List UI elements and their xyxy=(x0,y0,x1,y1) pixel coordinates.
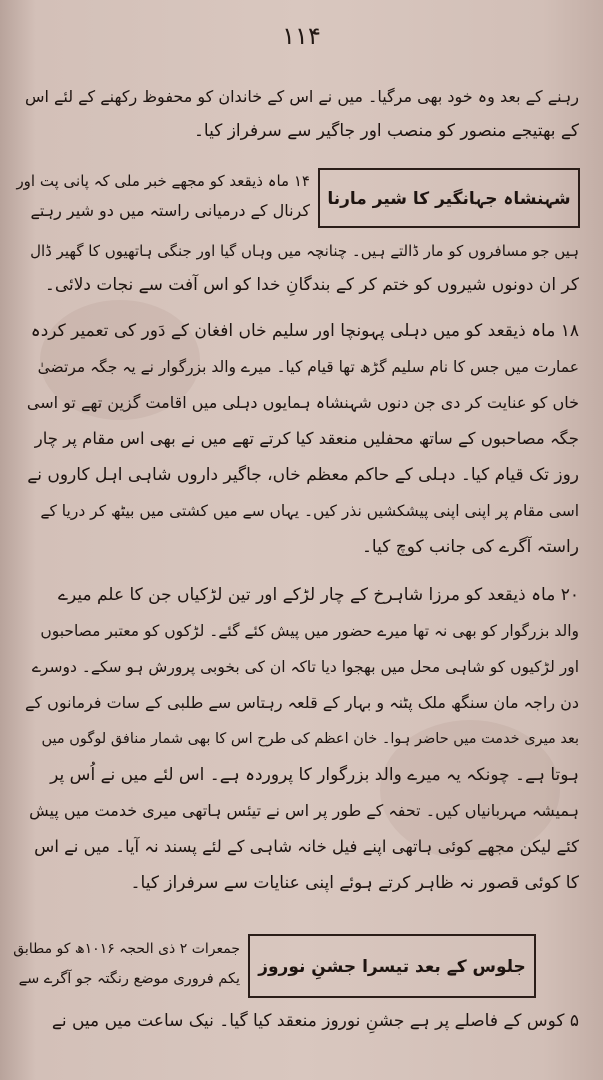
text-line: بعد میری خدمت میں حاضر ہوا۔ خان اعظم کی طرح اس کا بھی شمار منافق لوگوں میں xyxy=(41,731,579,747)
text-line: اسی مقام پر اپنی اپنی پیشکشیں نذر کیں۔ یہاں سے میں کشتی میں بیٹھ کر دریا کے xyxy=(40,502,579,520)
text-line: جگہ مصاحبوں کے ساتھ محفلیں منعقد کیا کرتے تھے میں نے بھی اس مقام پر چار xyxy=(34,429,579,448)
text-line: اور لڑکیوں کو شاہی محل میں بھجوا دیا تاکہ ان کی بخوبی پرورش ہو سکے۔ دوسرے xyxy=(31,658,579,676)
text-line: دن راجہ مان سنگھ ملک پٹنہ و بہار کے قلعہ رہتاس سے طلبی کے سات فرمانوں کے xyxy=(25,693,579,712)
heading-side-line: یکم فروری موضع رنگتہ جو آگرے سے xyxy=(18,971,240,987)
text-line: ۵ کوس کے فاصلے پر ہے جشنِ نوروز منعقد کیا گیا۔ نیک ساعت میں میں نے xyxy=(51,1011,579,1031)
section-heading-box xyxy=(248,934,536,998)
page-number: ۱۱۴ xyxy=(282,22,321,50)
text-line: کر ان دونوں شیروں کو ختم کر کے بندگانِ خدا کو اس آفت سے نجات دلائی۔ xyxy=(44,275,579,295)
text-line: کے بھتیجے منصور کو منصب اور جاگیر سے سرفراز کیا۔ xyxy=(193,121,579,141)
text-line: ۱۸ ماہ ذیقعد کو میں دہلی پہونچا اور سلیم خاں افغان کے دَور کی تعمیر کردہ xyxy=(30,321,579,341)
text-line: ہوتا ہے۔ چونکہ یہ میرے والد بزرگوار کا پروردہ ہے۔ اس لئے میں نے اُس پر xyxy=(50,765,579,785)
text-line: رہنے کے بعد وہ خود بھی مرگیا۔ میں نے اس کے خاندان کو محفوظ رکھنے کے لئے اس xyxy=(24,87,579,106)
text-line: والد بزرگوار کو بھی نہ تھا میرے حضور میں پیش کئے گئے۔ لڑکوں کو معتبر مصاحبوں xyxy=(40,622,579,640)
heading-side-line: جمعرات ۲ ذی الحجہ ۱۰۱۶ھ کو مطابق xyxy=(13,941,240,957)
text-line: راستہ آگرے کی جانب کوچ کیا۔ xyxy=(361,537,579,557)
text-line: روز تک قیام کیا۔ دہلی کے حاکم معظم خاں، جاگیر داروں شاہی اہل کاروں نے xyxy=(27,465,579,485)
section-heading: جلوس کے بعد تیسرا جشنِ نوروز xyxy=(258,956,526,977)
text-line: ۲۰ ماہ ذیقعد کو مرزا شاہرخ کے چار لڑکے اور تین لڑکیاں جن کا علم میرے xyxy=(58,585,579,605)
text-line: عمارت میں جس کا نام سلیم گڑھ تھا قیام کیا۔ میرے والد بزرگوار نے یہ جگہ مرتضیٰ xyxy=(37,358,579,376)
text-line: کئے لیکن مجھے کوئی ہاتھی اپنے فیل خانہ شاہی کے لئے پسند نہ آیا۔ میں نے اس xyxy=(34,837,579,856)
heading-side-line: ۱۴ ماہ ذیقعد کو مجھے خبر ملی کہ پانی پت اور xyxy=(16,172,310,190)
text-line: خاں کو عنایت کر دی جن دنوں شہنشاہ ہمایوں دہلی میں اقامت گزین تھے تو اسی xyxy=(26,393,579,412)
text-line: کا کوئی قصور نہ ظاہر کرتے ہوئے اپنی عنایات سے سرفراز کیا۔ xyxy=(130,873,579,893)
heading-side-line: کرنال کے درمیانی راستہ میں دو شیر رہتے xyxy=(30,201,310,220)
text-line: ہمیشہ مہربانیاں کیں۔ تحفہ کے طور پر اس نے تیئس ہاتھی میری خدمت میں پیش xyxy=(29,801,579,820)
text-line: ہیں جو مسافروں کو مار ڈالتے ہیں۔ چنانچہ میں وہاں گیا اور جنگی ہاتھیوں کا گھیر ڈال xyxy=(30,242,579,260)
section-heading: شہنشاہ جہانگیر کا شیر مارنا xyxy=(327,188,571,209)
section-heading-box xyxy=(318,168,580,228)
